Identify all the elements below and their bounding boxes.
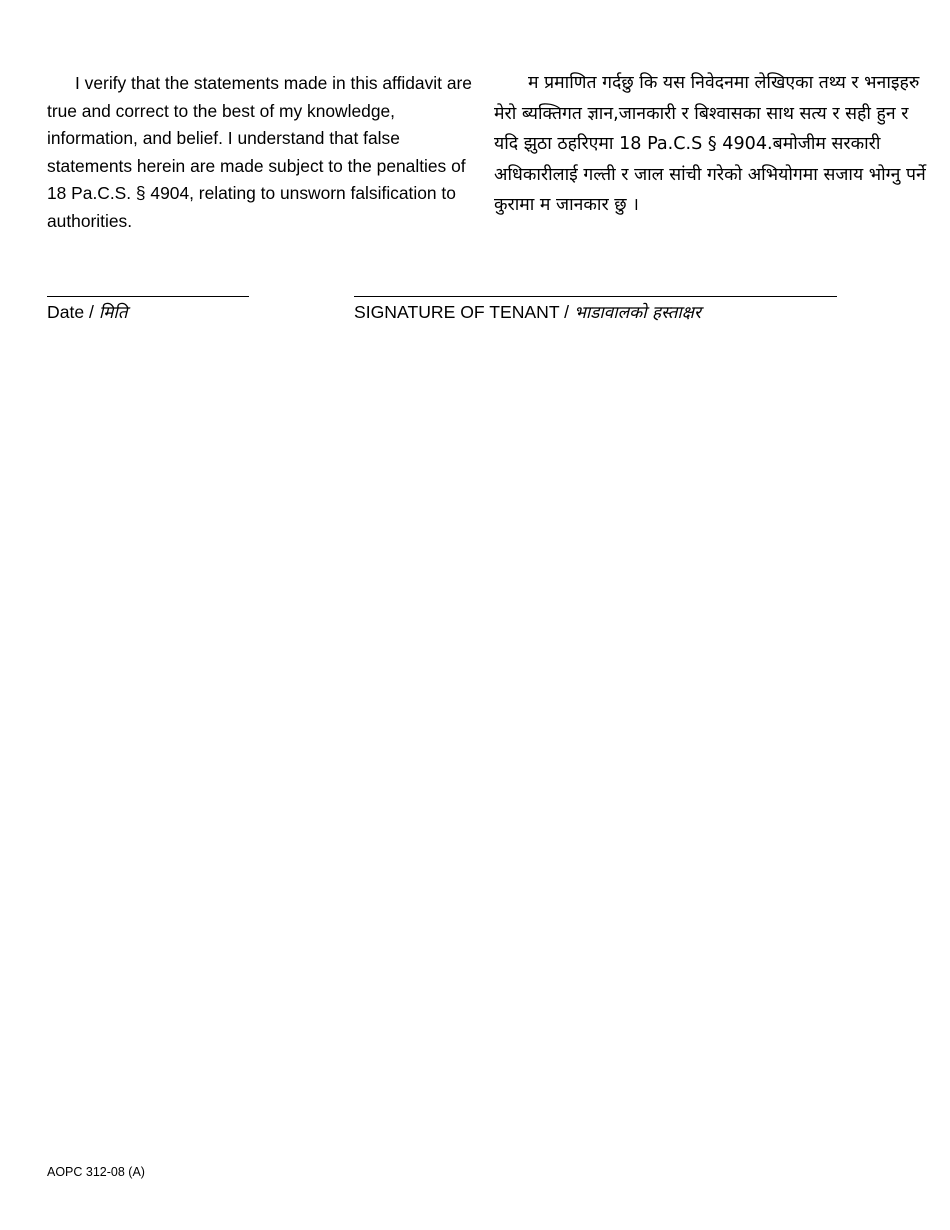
date-label-nepali: मिति — [98, 303, 128, 323]
date-label-english: Date / — [47, 302, 94, 322]
affidavit-text-nepali: म प्रमाणित गर्दछु कि यस निवेदनमा लेखिएका तथ्य र भनाइहरु मेरो ब्यक्तिगत ज्ञान,जानकारी र बिश्वासका साथ सत्य र सही हुन र यदि झुठा ठहरिएमा 18 Pa.C.S § 4904.बमोजीम सरकारी अधिकारीलाई गल्ती र जाल सांची गरेको अभियोगमा सजाय भोग्नु पर्ने कुरामा म जानकार छु । — [494, 73, 926, 215]
affidavit-text-english: I verify that the statements made in this affidavit are true and correct to the best of my knowledge, information, and belief. I understand that false statements herein are made subject to the penalties of 18 Pa.C.S. § 4904, relating to unsworn falsification to authorities. — [47, 73, 472, 231]
tenant-label-nepali: भाडावालको हस्ताक्षर — [573, 303, 701, 323]
tenant-label-english: SIGNATURE OF TENANT / — [354, 302, 570, 322]
tenant-signature-line[interactable] — [354, 296, 837, 297]
date-signature-line[interactable] — [47, 296, 249, 297]
tenant-signature-label — [354, 301, 701, 324]
form-code-footer: AOPC 312-08 (A) — [47, 1165, 145, 1179]
date-label — [47, 301, 128, 324]
